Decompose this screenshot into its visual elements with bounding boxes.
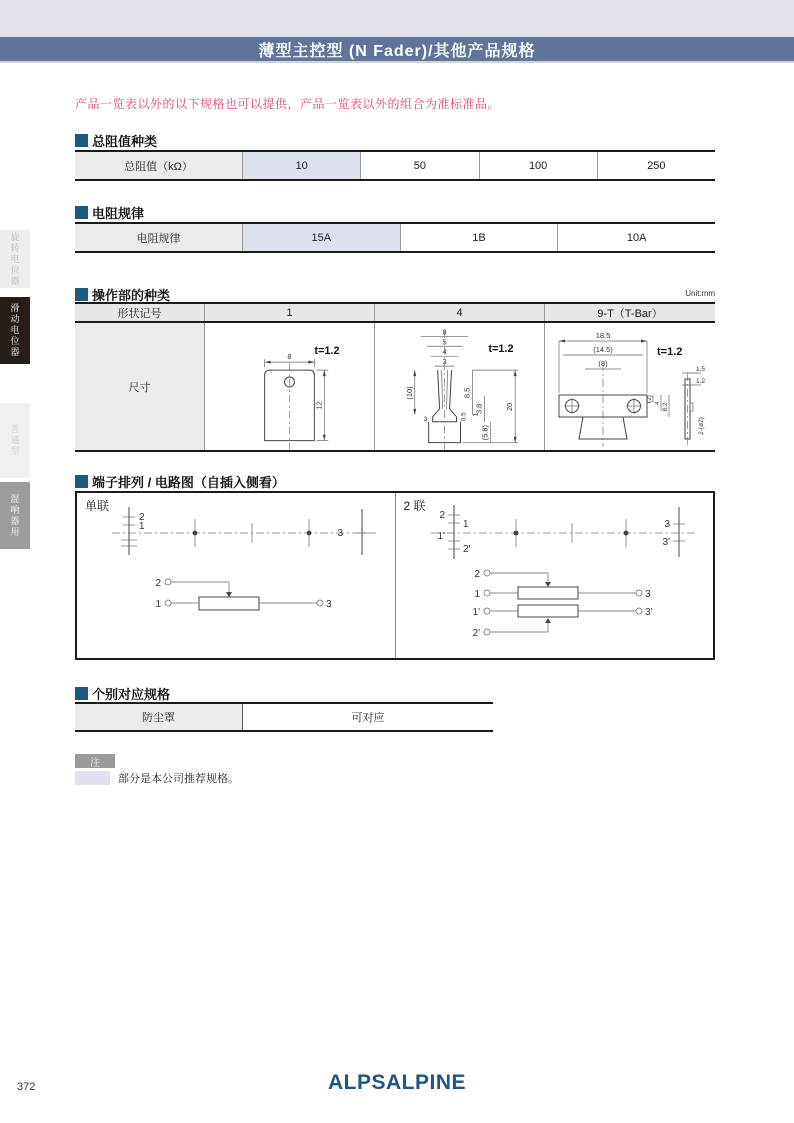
section-heading-individual (75, 684, 170, 703)
brand-logo-text: ALPSALPINE (327, 1071, 466, 1094)
svg-text:8: 8 (287, 351, 292, 361)
svg-text:(8): (8) (598, 358, 608, 368)
row-header: 总阻值（kΩ） (75, 152, 243, 179)
svg-text:3: 3 (663, 519, 670, 530)
terminal-circuit-box (75, 491, 715, 660)
svg-text:2: 2 (438, 510, 445, 521)
note-text: 部分是本公司推荐规格。 (118, 773, 239, 785)
table-cell: 100 (480, 152, 598, 179)
svg-text:3: 3 (337, 528, 343, 539)
lever-table-drawing-row (75, 323, 715, 452)
svg-text:4: 4 (654, 400, 661, 405)
table-cell: 可对应 (351, 712, 385, 724)
section-heading-resistance (75, 131, 157, 150)
svg-text:1: 1 (139, 521, 145, 532)
svg-text:2': 2' (472, 628, 480, 639)
shape-4-drawing (375, 323, 545, 450)
svg-text:t=1.2: t=1.2 (314, 344, 340, 357)
taper-table (75, 222, 715, 253)
lever-shape-table (75, 302, 715, 452)
table-cell: 50 (361, 152, 479, 179)
single-unit-panel (77, 493, 396, 658)
svg-text:3: 3 (442, 356, 447, 366)
svg-text:3: 3 (644, 589, 651, 600)
section-heading-taper (75, 203, 144, 222)
section-title: 操作部的种类 (92, 288, 171, 303)
table-cell-highlighted: 10 (243, 152, 361, 179)
shape-9t-drawing (545, 323, 715, 450)
table-cell: 10A (626, 231, 647, 244)
svg-text:(5.8): (5.8) (480, 424, 490, 440)
svg-text:2': 2' (462, 544, 470, 555)
individual-spec-table (75, 702, 493, 732)
row-header: 尺寸 (75, 323, 205, 450)
svg-text:1: 1 (472, 412, 480, 417)
section-marker-icon (75, 687, 88, 700)
svg-text:12: 12 (314, 400, 324, 410)
svg-text:2: 2 (473, 569, 480, 580)
svg-text:1': 1' (472, 607, 480, 618)
page-number: 372 (17, 1081, 36, 1093)
svg-text:1.5: 1.5 (696, 365, 706, 373)
dual-unit-panel (396, 493, 714, 658)
resistance-table (75, 150, 715, 181)
column-header: 4 (375, 304, 545, 321)
section-title: 端子排列 / 电路图（自插入侧看） (92, 475, 285, 490)
svg-text:1: 1 (155, 599, 161, 610)
table-cell: 1B (401, 224, 559, 251)
single-unit-diagram (77, 493, 393, 658)
section-marker-icon (75, 134, 88, 147)
sidebar-tab-slide-potentiometer: 滑动电位器 (0, 297, 30, 364)
svg-text:1: 1 (462, 519, 469, 530)
svg-text:t=1.2: t=1.2 (657, 345, 683, 358)
sidebar-tab-standard-type: 普通型 (0, 403, 30, 478)
svg-text:8.5: 8.5 (462, 387, 472, 398)
svg-text:0.5: 0.5 (460, 411, 468, 421)
panel-label: 单联 (85, 499, 110, 513)
section-title: 总阻值种类 (92, 134, 158, 149)
svg-text:1': 1' (437, 531, 445, 542)
svg-text:8: 8 (442, 326, 447, 336)
svg-text:5: 5 (442, 336, 447, 346)
section-marker-icon (75, 475, 88, 488)
highlight-swatch (75, 771, 110, 785)
section-heading-terminals (75, 472, 285, 491)
column-header: 1 (205, 304, 375, 321)
svg-text:20: 20 (505, 402, 515, 411)
brand-logo (0, 1071, 794, 1095)
column-header: 形状记号 (75, 304, 205, 321)
svg-text:4: 4 (442, 346, 447, 356)
svg-text:(2): (2) (646, 394, 653, 403)
svg-text:3': 3' (662, 537, 670, 548)
svg-text:8.2: 8.2 (662, 401, 669, 412)
svg-text:18.5: 18.5 (595, 330, 611, 340)
section-title: 电阻规律 (92, 206, 145, 221)
lever-table-header-row (75, 302, 715, 323)
section-marker-icon (75, 288, 88, 301)
svg-text:t=1.2: t=1.2 (488, 342, 514, 355)
svg-text:3.8: 3.8 (474, 403, 484, 414)
column-header: 9-T（T-Bar） (545, 304, 715, 321)
svg-text:(14.5): (14.5) (593, 344, 613, 354)
table-cell-highlighted: 15A (243, 224, 401, 251)
note-line (75, 770, 239, 786)
page-title: 薄型主控型 (N Fader)/其他产品规格 (258, 42, 536, 60)
intro-note: 产品一览表以外的以下规格也可以提供，产品一览表以外的组合为准标准品。 (75, 97, 501, 111)
panel-label: 2 联 (403, 499, 426, 513)
sidebar-tab-mixer-use: 混响器用 (0, 482, 30, 549)
dual-unit-diagram (396, 493, 712, 658)
svg-text:2-(ø2): 2-(ø2) (698, 416, 705, 435)
shape-1-drawing (205, 323, 375, 450)
svg-text:2: 2 (139, 512, 145, 523)
svg-text:2: 2 (155, 578, 161, 589)
page-title-bar (0, 37, 794, 63)
svg-text:(10): (10) (404, 385, 414, 400)
svg-text:1: 1 (473, 589, 480, 600)
row-header: 电阻规律 (75, 224, 243, 251)
svg-text:1.2: 1.2 (696, 377, 706, 385)
section-marker-icon (75, 206, 88, 219)
note-badge: 注 (75, 754, 115, 768)
top-strip (0, 0, 794, 37)
svg-text:3: 3 (326, 599, 332, 610)
row-header: 防尘罩 (75, 704, 243, 730)
unit-label: Unit:mm (685, 289, 715, 298)
table-cell: 250 (647, 159, 666, 172)
svg-text:3': 3' (644, 607, 652, 618)
svg-text:3: 3 (423, 415, 428, 423)
section-title: 个别对应规格 (92, 687, 171, 702)
sidebar-tab-rotary-potentiometer: 旋转电位器 (0, 230, 30, 288)
